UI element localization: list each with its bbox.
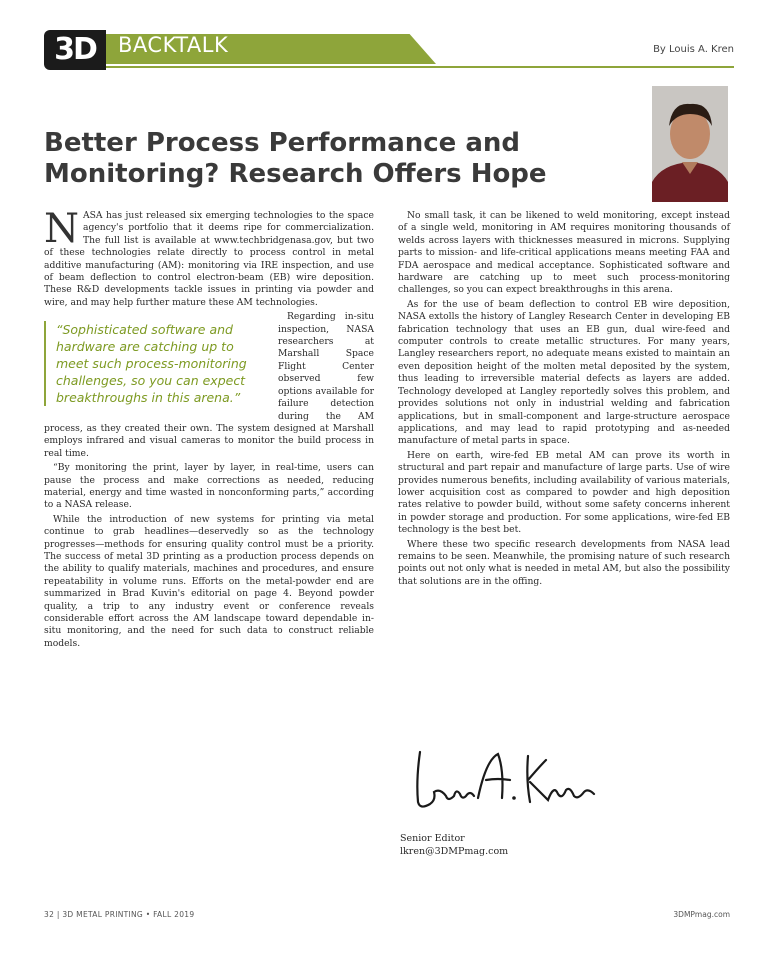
paragraph-1 xyxy=(44,206,374,309)
signature-email[interactable]: lkren@3DMPmag.com xyxy=(400,846,509,857)
header-rule xyxy=(106,66,734,68)
left-column xyxy=(44,206,374,652)
paragraph-7: Here on earth, wire-fed EB metal AM can prove its worth in structural and part repair and manufacture of large parts. Use of wire provides numerous benefits, including availability of various materials, lower acquisition cost as compared to powder and high deposition rates relative to powder build, without some safety concerns inherent in powder storage and production. For some applications, wire-fed EB technology is the best bet. xyxy=(398,449,730,536)
paragraph-5: No small task, it can be likened to weld monitoring, except instead of a single weld, monitoring in AM requires monitoring thousands of welds across layers with thicknesses measured in microns. Supplying parts to mission- and life-critical applications means meeting FAA and FDA aerospace and medical acceptance. Sophisticated software and hardware are catching up to meet such process-monitoring challenges, so you can expect breakthroughs in this arena. xyxy=(398,210,730,296)
paragraph-6: As for the use of beam deflection to control EB wire deposition, NASA extolls the history of Langley Research Center in developing EB fabrication technology that uses an EB gun, dual wire-feed and computer controls to create metallic structures. For many years, Langley researchers report, no adequate means existed to maintain an even deposition height of the molten metal deposited by the system, thus leading to irreversible material defects as layers are added. Technology developed at Langley reportedly solves this problem, and provides solutions not only in industrial welding and fabrication applications, but in small-component and large-structure aerospace applications, and may lead to rapid prototyping and as-needed manufacture of metal parts in space. xyxy=(398,298,730,447)
paragraph-2: Regarding in-situ inspection, NASA researchers at Marshall Space Flight Center observed few options available for failure detection during the AM process, as they created their own. The system designed at Marshall employs infrared and visual cameras to monitor the build process in real time. xyxy=(44,311,374,459)
drop-cap: N xyxy=(44,206,79,252)
right-column xyxy=(398,210,730,590)
signature-block xyxy=(400,832,508,858)
article-title-line-2: Monitoring? Research Offers Hope xyxy=(44,159,547,189)
signature-role: Senior Editor xyxy=(400,833,465,844)
footer-website[interactable]: 3DMPmag.com xyxy=(673,910,730,919)
paragraph-3: “By monitoring the print, layer by layer, in real-time, users can pause the process and make corrections as needed, reducing material, energy and time wasted in nonconforming parts,” according to a NASA release. xyxy=(44,462,374,511)
paragraph-1-text: ASA has just released six emerging technologies to the space agency's portfolio that it deems ripe for commercialization. The full list is available at www.techbridgenasa.gov, but two of these technologies relate directly to process control in metal additive manufacturing (AM): monitoring via IRE inspection, and use of beam deflection to control electron-beam (EB) wire deposition. These R&D developments tackle issues in printing via powder and wire, and may help further mature these AM technologies. xyxy=(44,210,374,308)
byline: By Louis A. Kren xyxy=(653,44,734,55)
paragraph-8: Where these two specific research developments from NASA lead remains to be seen. Meanwhile, the promising nature of such research points out not only what is needed in metal AM, but also the possibility that solutions are in the offing. xyxy=(398,538,730,587)
author-photo xyxy=(652,86,728,202)
pull-quote: “Sophisticated software and hardware are catching up to meet such process-monitoring challenges, so you can expect breakthroughs in this arena.” xyxy=(44,321,264,406)
footer-page-info: 32 | 3D METAL PRINTING • FALL 2019 xyxy=(44,910,195,919)
paragraph-4: While the introduction of new systems for printing via metal continue to grab headlines—deservedly so as the technology progresses—methods for ensuring quality control must be a priority. The success of metal 3D printing as a production process depends on the ability to qualify materials, machines and procedures, and ensure repeatability in volume runs. Efforts on the metal-powder end are summarized in Brad Kuvin's editorial on page 4. Beyond powder quality, a trip to any industry event or conference reveals considerable effort across the AM landscape toward dependable in-situ monitoring, and the need for such data to construct reliable models. xyxy=(44,513,374,649)
author-portrait-icon xyxy=(652,86,728,202)
3d-logo: 3D xyxy=(44,30,106,70)
article-title-line-1: Better Process Performance and xyxy=(44,128,521,158)
handwritten-signature xyxy=(406,740,606,820)
section-label: BACKTALK xyxy=(118,33,229,57)
article-title xyxy=(44,128,644,190)
page-header xyxy=(44,30,734,70)
